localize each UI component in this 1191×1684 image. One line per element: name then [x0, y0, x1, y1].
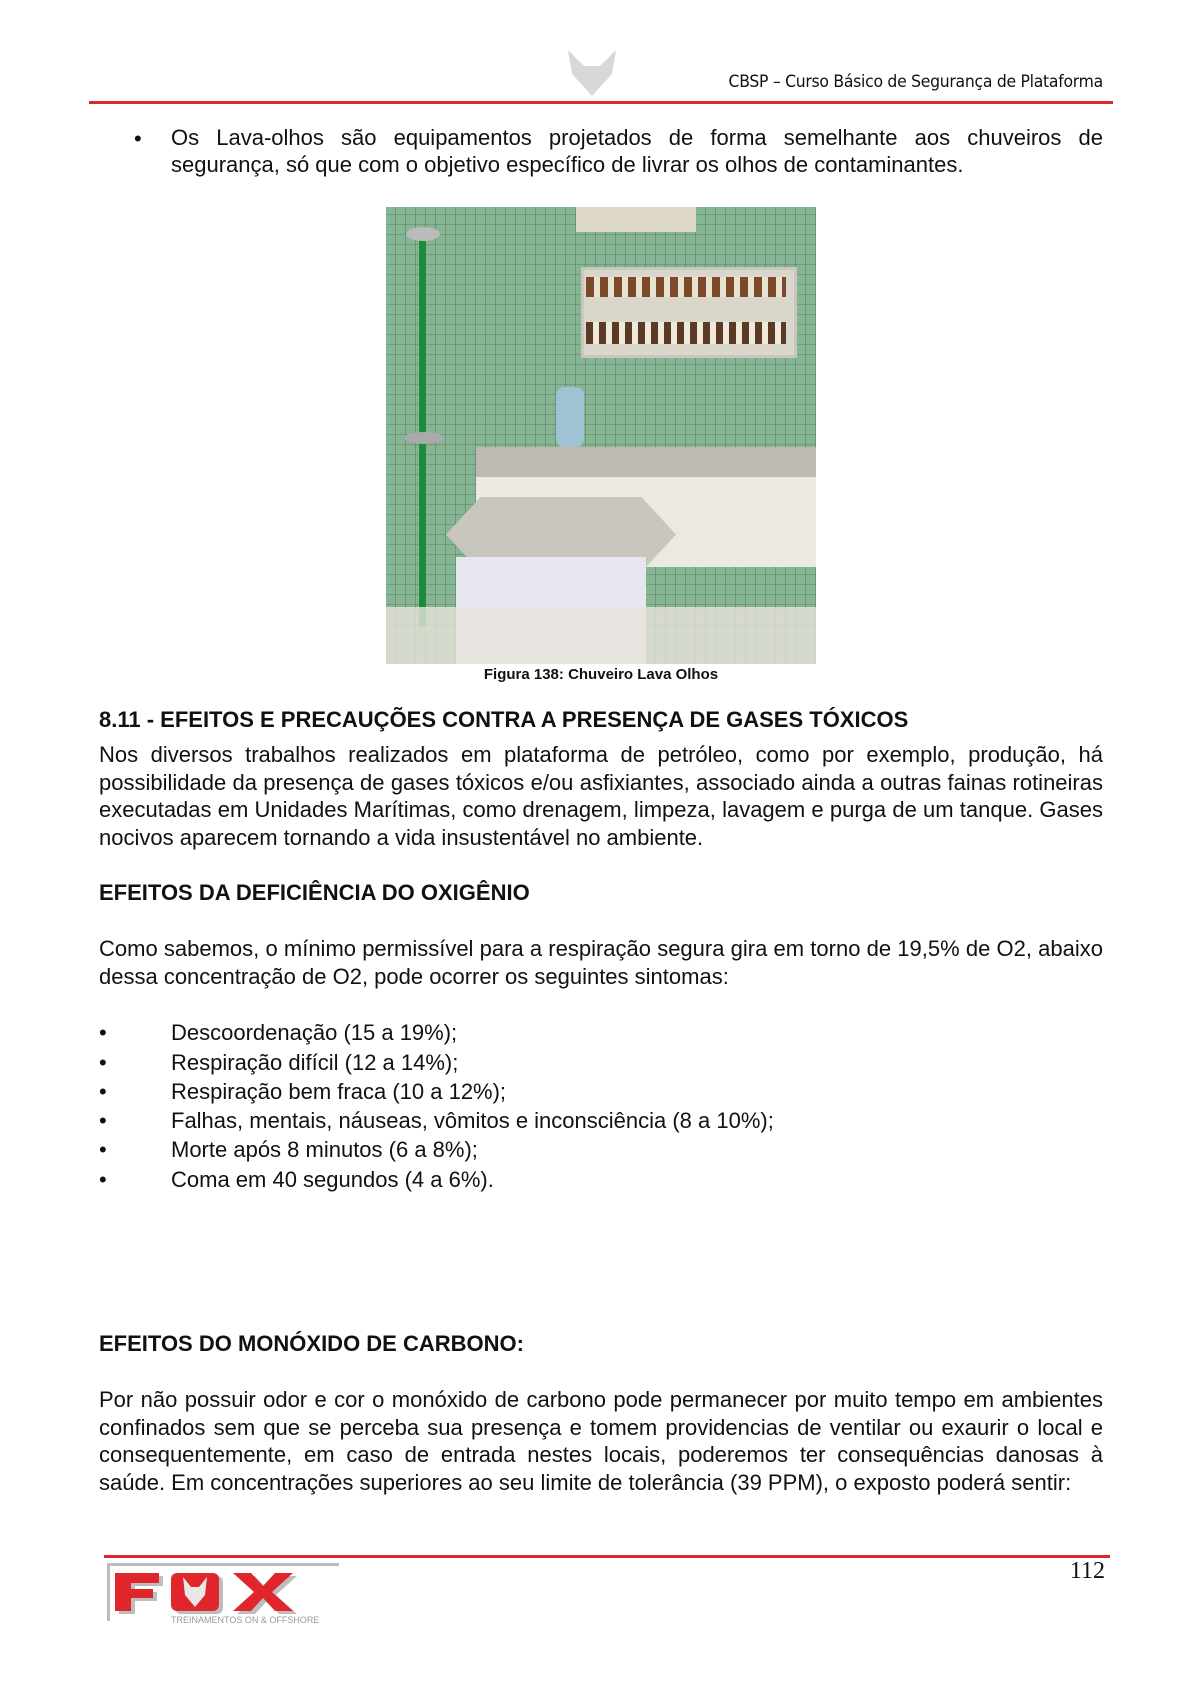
eyewash-photo	[386, 207, 816, 664]
header-divider	[89, 101, 1113, 104]
footer-divider	[104, 1555, 1110, 1558]
co-paragraph: Por não possuir odor e cor o monóxido de carbono pode permanecer por muito tempo em ambientes confinados sem que se perceba sua presença e tomem providencias de ventilar ou exaurir o local e consequentemente, em caso de entrada nestes locais, poderemos ter consequências danosas à saúde. Em concentrações superiores ao seu limite de tolerância (39 PPM), o exposto poderá sentir:	[99, 1387, 1103, 1495]
bullet-icon: •	[99, 1137, 107, 1162]
figure-caption: Figura 138: Chuveiro Lava Olhos	[483, 666, 719, 683]
bullet-icon: •	[99, 1050, 107, 1075]
logo-tagline: TREINAMENTOS ON & OFFSHORE	[171, 1615, 320, 1625]
bullet-icon: •	[99, 1020, 107, 1045]
header-title: CBSP – Curso Básico de Segurança de Plataforma	[728, 72, 1103, 92]
section-paragraph: Nos diversos trabalhos realizados em plataforma de petróleo, como por exemplo, produção, há possibilidade da presença de gases tóxicos e/ou asfixiantes, associado ainda a outras fainas rotineiras executadas em Unidades Marítimas, como drenagem, limpeza, lavagem e purga de um tanque. Gases nocivos aparecem tornando a vida insustentável no ambiente.	[99, 742, 1103, 850]
fox-watermark-icon	[562, 50, 622, 98]
oxygen-heading: EFEITOS DA DEFICIÊNCIA DO OXIGÊNIO	[99, 880, 530, 905]
bullet-icon: •	[134, 126, 142, 151]
section-heading: 8.11 - EFEITOS E PRECAUÇÕES CONTRA A PRESENÇA DE GASES TÓXICOS	[99, 707, 909, 732]
page-number: 112	[1069, 1558, 1105, 1584]
intro-bullet-text: Os Lava-olhos são equipamentos projetados de forma semelhante aos chuveiros de segurança, só que com o objetivo específico de livrar os olhos de contaminantes.	[171, 125, 1103, 177]
oxygen-paragraph: Como sabemos, o mínimo permissível para a respiração segura gira em torno de 19,5% de O2, abaixo dessa concentração de O2, pode ocorrer os seguintes sintomas:	[99, 936, 1103, 989]
bullet-icon: •	[99, 1108, 107, 1133]
bullet-icon: •	[99, 1167, 107, 1192]
fox-logo	[107, 1563, 339, 1627]
co-heading: EFEITOS DO MONÓXIDO DE CARBONO:	[99, 1331, 524, 1356]
bullet-icon: •	[99, 1079, 107, 1104]
